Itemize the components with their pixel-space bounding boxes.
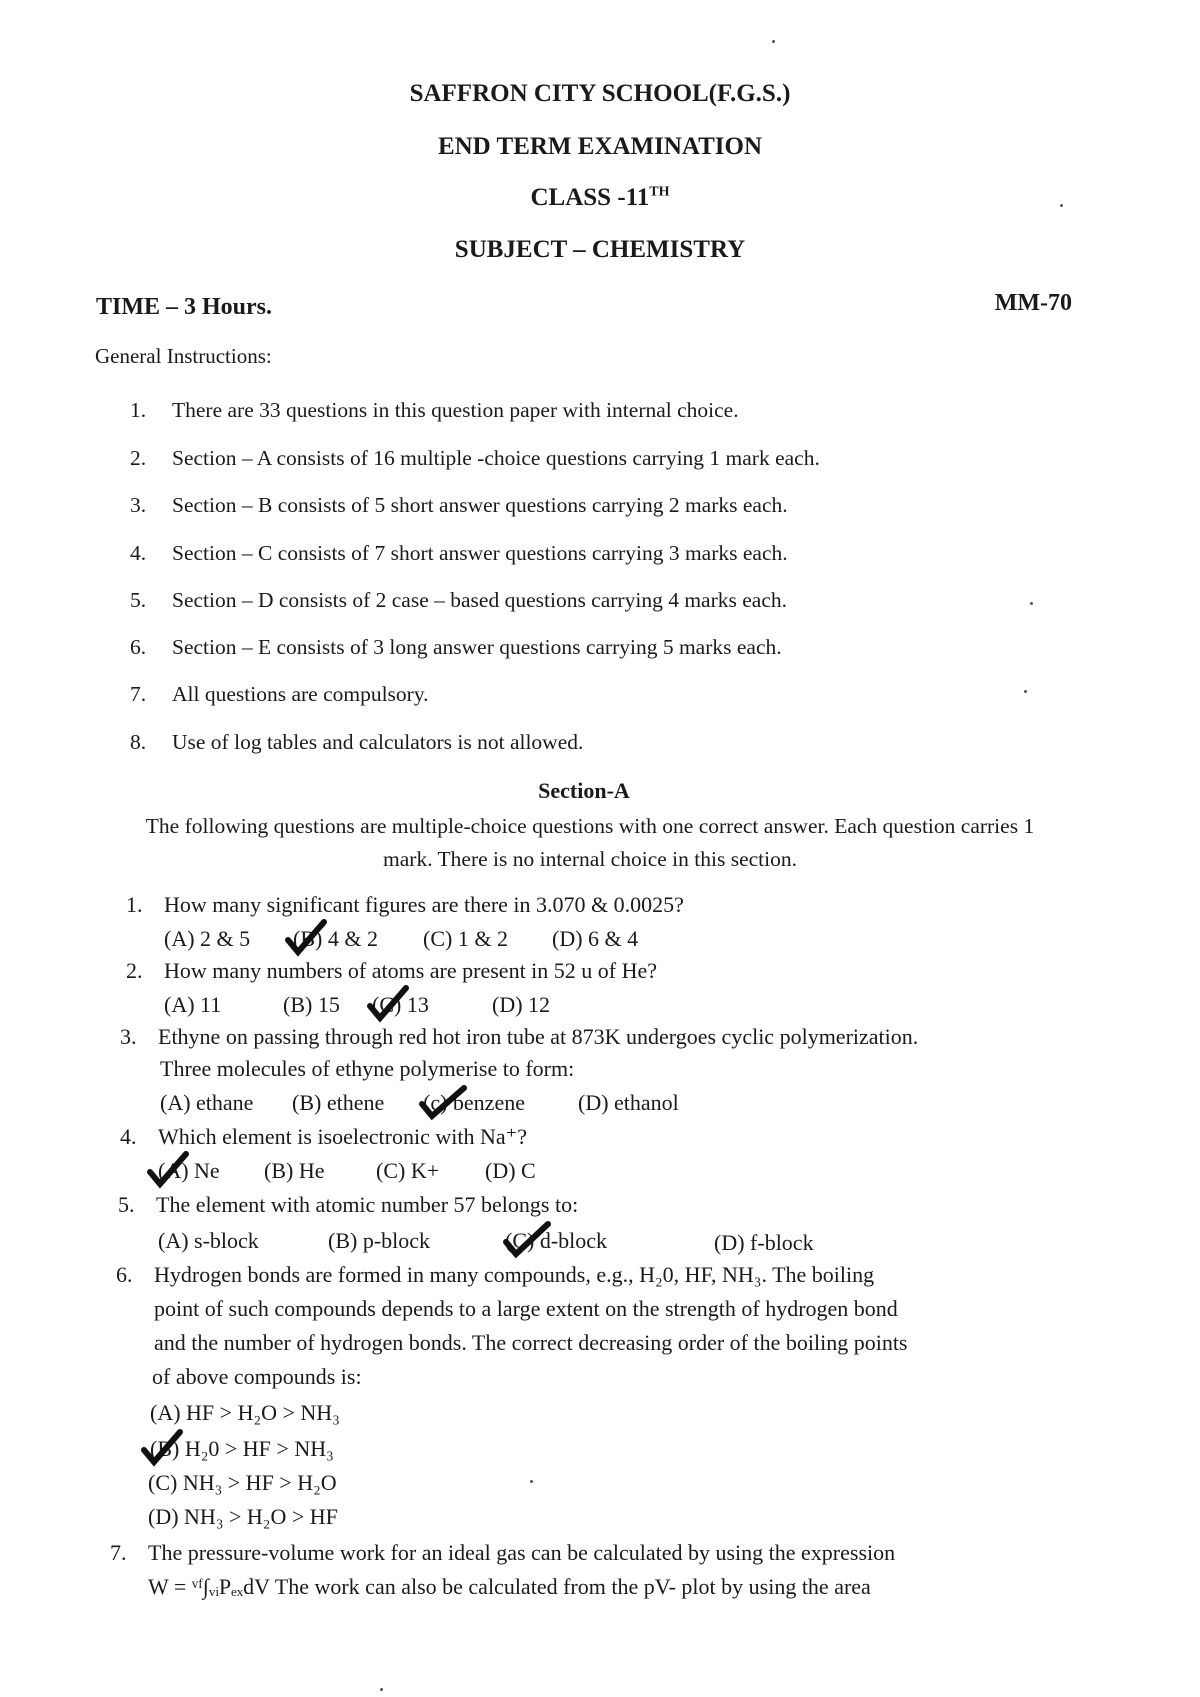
question-5-option-c: (C) d-block xyxy=(505,1228,608,1253)
section-a-description: The following questions are multiple-choice questions with one correct answer. Each question carries 1 mark. There is no internal choice in this section. xyxy=(145,814,1035,871)
question-5: 5. The element with atomic number 57 belongs to: xyxy=(118,1192,579,1217)
question-2: 2. How many numbers of atoms are present in 52 u of He? xyxy=(126,958,658,983)
answer-tick-mark xyxy=(418,1082,468,1122)
section-a-title: Section-A xyxy=(538,778,630,803)
question-5-option-a: (A) s-block xyxy=(158,1228,259,1253)
answer-tick-mark xyxy=(502,1220,552,1260)
exam-title: END TERM EXAMINATION xyxy=(437,133,763,160)
question-3-option-d: (D) ethanol xyxy=(578,1090,679,1115)
question-6-line-3: and the number of hydrogen bonds. The correct decreasing order of the boiling points xyxy=(154,1330,908,1355)
instruction-item: 7. All questions are compulsory. xyxy=(130,682,429,706)
scan-speck xyxy=(1030,602,1033,605)
time-label: TIME – 3 Hours. xyxy=(96,294,273,320)
question-3: 3. Ethyne on passing through red hot iron tube at 873K undergoes cyclic polymerization. xyxy=(120,1024,919,1049)
scan-speck xyxy=(772,40,775,43)
question-1-option-c: (C) 1 & 2 xyxy=(423,926,508,951)
instruction-item: 1. There are 33 questions in this question paper with internal choice. xyxy=(130,398,739,422)
question-1-option-d: (D) 6 & 4 xyxy=(552,926,639,951)
question-2-option-b: (B) 15 xyxy=(283,992,340,1017)
instruction-item: 4. Section – C consists of 7 short answer questions carrying 3 marks each. xyxy=(130,541,788,565)
scan-speck xyxy=(530,1480,533,1483)
scan-speck xyxy=(1024,690,1027,693)
question-4-option-a: (A) Ne xyxy=(158,1158,220,1183)
question-1: 1. How many significant figures are there in 3.070 & 0.0025? xyxy=(126,892,684,917)
question-3-line-2: Three molecules of ethyne polymerise to form: xyxy=(160,1056,575,1081)
question-3-option-b: (B) ethene xyxy=(292,1090,385,1115)
question-6-option-c: (C) NH₃ > HF > H₂O xyxy=(148,1470,337,1495)
instruction-item: 5. Section – D consists of 2 case – based questions carrying 4 marks each. xyxy=(130,588,787,612)
answer-tick-mark xyxy=(140,1428,184,1468)
question-4-option-c: (C) K+ xyxy=(376,1158,440,1183)
instruction-item: 3. Section – B consists of 5 short answer questions carrying 2 marks each. xyxy=(130,493,788,517)
question-2-option-a: (A) 11 xyxy=(164,992,222,1017)
question-3-option-c: (c) benzene xyxy=(423,1090,525,1115)
answer-tick-mark xyxy=(366,984,410,1024)
instruction-item: 2. Section – A consists of 16 multiple -choice questions carrying 1 mark each. xyxy=(130,446,820,470)
question-6-option-b: (B) H₂0 > HF > NH₃ xyxy=(150,1436,334,1461)
school-name: SAFFRON CITY SCHOOL(F.G.S.) xyxy=(409,80,791,107)
question-1-option-a: (A) 2 & 5 xyxy=(164,926,251,951)
class-title: CLASS -11TH xyxy=(530,184,670,211)
question-4-option-b: (B) He xyxy=(264,1158,325,1183)
question-6-line-4: of above compounds is: xyxy=(152,1364,362,1389)
question-4-option-d: (D) C xyxy=(485,1158,536,1183)
question-5-option-b: (B) p-block xyxy=(328,1228,431,1253)
question-2-option-d: (D) 12 xyxy=(492,992,551,1017)
scan-speck xyxy=(380,1688,383,1691)
question-7-line-2: W = ᵛᶠ∫ᵥᵢPₑₓdV The work can also be calculated from the pV- plot by using the area xyxy=(148,1574,871,1599)
question-3-option-a: (A) ethane xyxy=(160,1090,254,1115)
instructions-title: General Instructions: xyxy=(95,344,272,368)
question-4: 4. Which element is isoelectronic with Na⁺? xyxy=(120,1124,527,1149)
max-marks: MM-70 xyxy=(994,290,1072,316)
question-5-option-d: (D) f-block xyxy=(714,1230,814,1255)
question-6: 6. Hydrogen bonds are formed in many compounds, e.g., H₂0, HF, NH₃. The boiling xyxy=(116,1262,875,1287)
subject-title: SUBJECT – CHEMISTRY xyxy=(454,236,746,263)
scan-speck xyxy=(1060,204,1063,207)
question-2-option-c: (C) 13 xyxy=(372,992,429,1017)
question-6-line-2: point of such compounds depends to a large extent on the strength of hydrogen bond xyxy=(154,1296,898,1321)
answer-tick-mark xyxy=(146,1150,190,1190)
question-1-option-b: (B) 4 & 2 xyxy=(293,926,378,951)
question-6-option-d: (D) NH₃ > H₂O > HF xyxy=(148,1504,338,1529)
answer-tick-mark xyxy=(284,918,328,958)
question-6-option-a: (A) HF > H₂O > NH₃ xyxy=(150,1400,340,1425)
instruction-item: 6. Section – E consists of 3 long answer questions carrying 5 marks each. xyxy=(130,635,782,659)
instruction-item: 8. Use of log tables and calculators is not allowed. xyxy=(130,730,584,754)
question-7: 7. The pressure-volume work for an ideal gas can be calculated by using the expression xyxy=(110,1540,896,1565)
